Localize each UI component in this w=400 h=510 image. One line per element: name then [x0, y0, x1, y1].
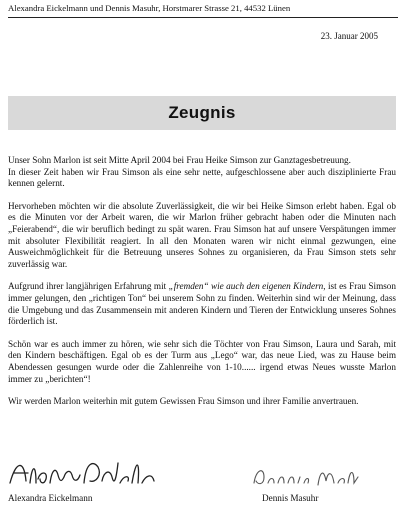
- paragraph-line: Wir werden Marlon weiterhin mit gutem Gewissen Frau Simson und ihrer Familie anvertrauen.: [8, 396, 359, 407]
- title-banner: [8, 96, 396, 130]
- paragraph-text-end: , ist es Frau Simson immer gelungen, den „richtigen Ton“ bei unserem Sohn zu finden. Weiterhin sind wir der Meinung, dass die Umgebung und das Zusammensein mit anderen Kindern und Tieren der Entwicklung unseres Sohnes förderlich ist.: [8, 281, 396, 327]
- paragraph-experience: [8, 281, 396, 327]
- paragraph-line: Hervorheben möchten wir die absolute Zuverlässigkeit, die wir bei Heike Simson erlebt haben. Egal ob es die Minuten vor der Arbeit waren, die wir Marlon früher gebracht haben oder die Minuten nach „Feierabend“, die wir beruflich bedingt zu spät waren. Frau Simson hat auf unsere Verspätungen immer mit absoluter Flexibilität reagiert. In all den Monaten waren wir nicht einmal gezwungen, eine Ausweichmöglichkeit für die Betreuung unseres Sohnes zu organisieren, da Frau Simson stets sehr zuverlässig war.: [8, 200, 396, 269]
- signature-name-alexandra: Alexandra Eickelmann: [8, 493, 93, 503]
- document-title: Zeugnis: [168, 103, 236, 123]
- signature-name-dennis: Dennis Masuhr: [262, 493, 319, 503]
- paragraph-family: [8, 339, 396, 385]
- paragraph-intro: [8, 155, 396, 190]
- paragraph-italic-phrase: „fremden“ wie auch den eigenen Kindern: [168, 281, 324, 292]
- paragraph-line: Unser Sohn Marlon ist seit Mitte April 2004 bei Frau Heike Simson zur Ganztagesbetreuung.: [8, 155, 351, 165]
- signature-area: [0, 455, 400, 510]
- paragraph-closing: [8, 396, 396, 408]
- paragraph-reliability: [8, 201, 396, 271]
- letter-body: [8, 155, 396, 419]
- paragraph-text-start: Aufgrund ihrer langjährigen Erfahrung mit: [8, 281, 169, 292]
- sender-address-line: Alexandra Eickelmann und Dennis Masuhr, Horstmarer Strasse 21, 44532 Lünen: [8, 3, 398, 18]
- letter-date: 23. Januar 2005: [320, 31, 378, 41]
- signature-alexandra: [6, 455, 156, 491]
- signature-dennis: [250, 463, 360, 491]
- paragraph-line: Schön war es auch immer zu hören, wie sehr sich die Töchter von Frau Simson, Laura und Sarah, mit den Kindern beschäftigen. Egal ob es der Turm aus „Lego“ war, das neue Lied, was zu Hause beim Abendessen gesungen wurde oder die Zahlenreihe von 1-10...... irgend etwas Neues wusste Marlon immer zu „berichten“!: [8, 338, 396, 384]
- paragraph-line: In dieser Zeit haben wir Frau Simson als eine sehr nette, aufgeschlossene aber auch disziplinierte Frau kennen gelernt.: [8, 166, 396, 189]
